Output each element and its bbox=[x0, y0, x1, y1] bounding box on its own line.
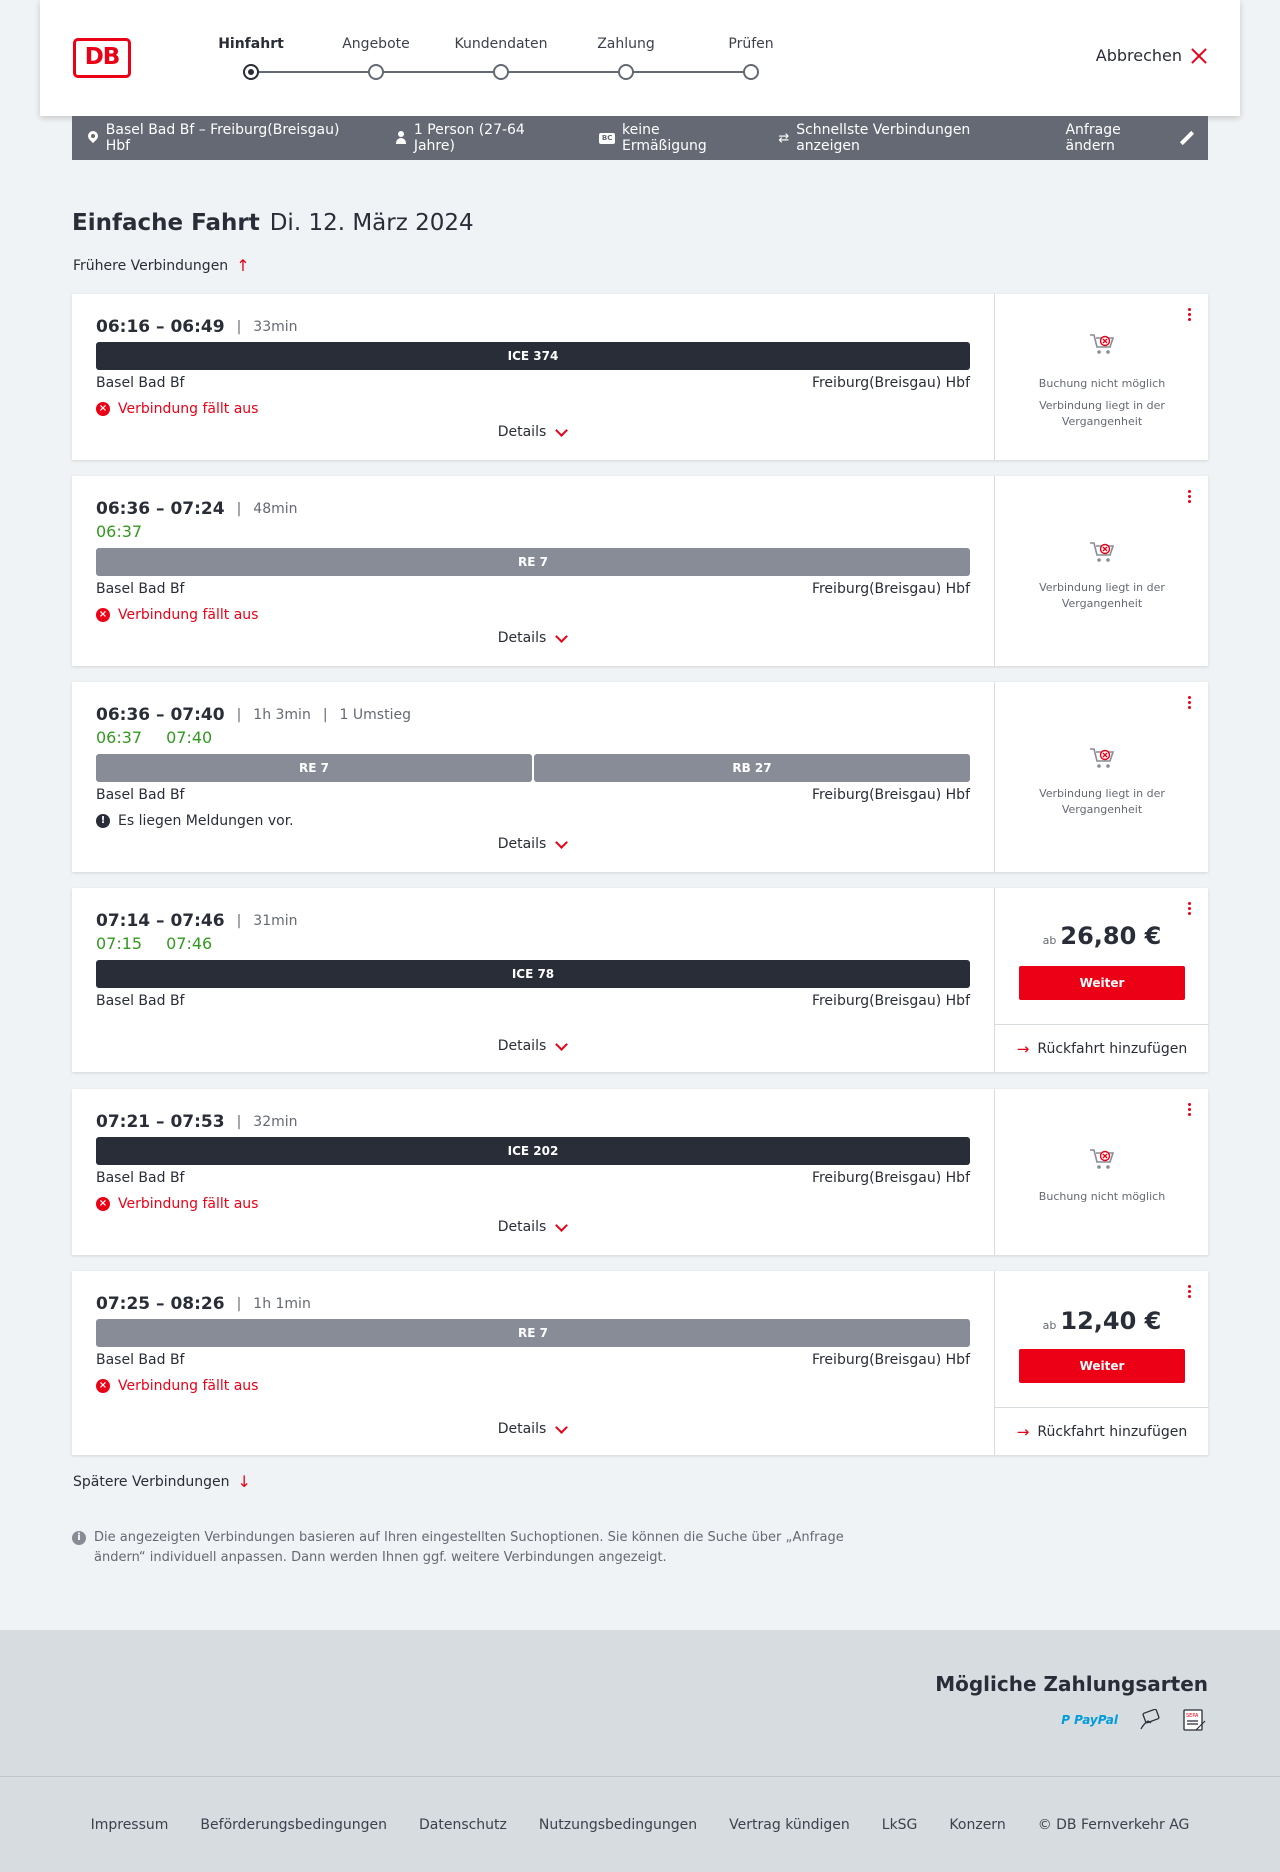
continue-button[interactable]: Weiter bbox=[1019, 1349, 1185, 1383]
stations bbox=[96, 993, 970, 1013]
price-value: 12,40 € bbox=[1060, 1307, 1162, 1335]
details-toggle[interactable] bbox=[72, 1038, 994, 1054]
more-dots-icon[interactable] bbox=[1188, 1285, 1192, 1301]
train-segment[interactable]: ICE 202 bbox=[96, 1137, 970, 1165]
fail-icon: × bbox=[96, 608, 110, 622]
db-logo[interactable]: DB bbox=[73, 38, 131, 78]
details-toggle[interactable] bbox=[72, 1219, 994, 1235]
arrival-station: Freiburg(Breisgau) Hbf bbox=[811, 375, 970, 391]
more-dots-icon[interactable] bbox=[1188, 308, 1192, 324]
stations bbox=[96, 1170, 970, 1190]
info-text: Die angezeigten Verbindungen basieren auf Ihren eingestellten Suchoptionen. Sie können die Suche über „Anfrage ändern“ individuell anpassen. Dann werden Ihnen ggf. weitere Verbindungen angezeigt. bbox=[94, 1530, 844, 1565]
info-icon: i bbox=[72, 1531, 86, 1545]
search-info-note bbox=[72, 1528, 852, 1568]
header bbox=[40, 0, 1240, 116]
realtime-departure: 06:37 bbox=[96, 522, 143, 541]
add-return-button[interactable] bbox=[995, 1024, 1209, 1072]
warning-icon: ! bbox=[96, 814, 110, 828]
departure-station: Basel Bad Bf bbox=[96, 1170, 185, 1186]
close-icon bbox=[1190, 47, 1208, 65]
train-bar bbox=[96, 960, 970, 988]
footer-link-nutzungsbedingungen[interactable]: Nutzungsbedingungen bbox=[538, 1816, 698, 1833]
train-segment[interactable]: RE 7 bbox=[96, 754, 532, 782]
details-toggle[interactable] bbox=[72, 424, 994, 440]
more-dots-icon[interactable] bbox=[1188, 696, 1192, 712]
discount-text: keine Ermäßigung bbox=[621, 122, 707, 154]
booking-panel bbox=[994, 1089, 1208, 1255]
arrow-up-icon: ↑ bbox=[236, 256, 250, 275]
connection-times: 06:36 – 07:40 | 1h 3min | 1 Umstieg bbox=[96, 705, 411, 725]
step-angebote bbox=[316, 36, 436, 56]
details-label: Details bbox=[497, 1219, 547, 1235]
booking-panel bbox=[994, 294, 1208, 460]
arrow-right-icon: → bbox=[1016, 1422, 1030, 1441]
cart-blocked-icon bbox=[1088, 1147, 1116, 1171]
train-bar bbox=[96, 342, 970, 370]
details-label: Details bbox=[497, 1421, 547, 1437]
step-label: Zahlung bbox=[597, 36, 655, 52]
realtime-times bbox=[96, 728, 970, 750]
details-label: Details bbox=[497, 1038, 547, 1054]
train-bar bbox=[96, 754, 970, 782]
arrow-right-icon: → bbox=[1016, 1039, 1030, 1058]
page-title bbox=[72, 210, 474, 236]
progress-steps bbox=[200, 36, 800, 86]
earlier-connections-link[interactable] bbox=[73, 258, 250, 274]
arrival-station: Freiburg(Breisgau) Hbf bbox=[811, 1352, 970, 1368]
departure-station: Basel Bad Bf bbox=[96, 787, 185, 803]
later-connections-link[interactable] bbox=[73, 1474, 251, 1490]
status-text: Verbindung fällt aus bbox=[118, 607, 259, 623]
stations bbox=[96, 787, 970, 807]
arrival-station: Freiburg(Breisgau) Hbf bbox=[811, 1170, 970, 1186]
status-text: Verbindung fällt aus bbox=[118, 401, 259, 417]
train-segment[interactable]: RE 7 bbox=[96, 548, 970, 576]
passenger-text: 1 Person (27-64 Jahre) bbox=[413, 122, 525, 154]
bc-icon: BC bbox=[599, 133, 615, 144]
train-segment[interactable]: ICE 374 bbox=[96, 342, 970, 370]
price-prefix: ab bbox=[1042, 934, 1057, 947]
realtime-arrival: 07:40 bbox=[166, 728, 213, 747]
stations bbox=[96, 581, 970, 601]
step-label: Hinfahrt bbox=[218, 36, 284, 52]
train-segment[interactable]: ICE 78 bbox=[96, 960, 970, 988]
footer-link-lksg[interactable]: LkSG bbox=[881, 1816, 918, 1833]
add-return-label: Rückfahrt hinzufügen bbox=[1037, 1040, 1188, 1057]
price-value: 26,80 € bbox=[1060, 922, 1162, 950]
realtime-arrival: 07:46 bbox=[166, 934, 213, 953]
time-range: 06:16 – 06:49 bbox=[96, 317, 225, 337]
edit-query-button[interactable] bbox=[1065, 122, 1194, 154]
payment-methods-section bbox=[0, 1630, 1280, 1776]
step-dot bbox=[368, 64, 384, 80]
pencil-icon bbox=[1180, 131, 1194, 145]
connection-times: 07:21 – 07:53 | 32min bbox=[96, 1112, 298, 1132]
duration: 32min bbox=[253, 1114, 298, 1130]
step-pruefen bbox=[691, 36, 811, 56]
arrival-station: Freiburg(Breisgau) Hbf bbox=[811, 993, 970, 1009]
trip-type: Einfache Fahrt bbox=[72, 210, 260, 236]
duration: 33min bbox=[253, 319, 298, 335]
fail-icon: × bbox=[96, 1197, 110, 1211]
details-label: Details bbox=[497, 424, 547, 440]
step-dot bbox=[743, 64, 759, 80]
details-toggle[interactable] bbox=[72, 836, 994, 852]
connection-card[interactable] bbox=[72, 1271, 1208, 1455]
booking-panel bbox=[994, 476, 1208, 666]
svg-text:SEPA: SEPA bbox=[1186, 1713, 1199, 1719]
train-bar bbox=[96, 1319, 970, 1347]
time-range: 06:36 – 07:24 bbox=[96, 499, 225, 519]
status-text: Verbindung fällt aus bbox=[118, 1378, 259, 1394]
price-prefix: ab bbox=[1042, 1319, 1057, 1332]
footer-link-impressum[interactable]: Impressum bbox=[90, 1816, 169, 1833]
past-text: Verbindung liegt in der Vergangenheit bbox=[1039, 787, 1165, 816]
cancel-status bbox=[96, 1375, 970, 1397]
route-text: Basel Bad Bf – Freiburg(Breisgau) Hbf bbox=[105, 122, 340, 154]
train-bar bbox=[96, 548, 970, 576]
train-segment[interactable]: RE 7 bbox=[96, 1319, 970, 1347]
more-dots-icon[interactable] bbox=[1188, 1103, 1192, 1119]
add-return-button[interactable] bbox=[995, 1407, 1209, 1455]
departure-station: Basel Bad Bf bbox=[96, 1352, 185, 1368]
connection-card[interactable] bbox=[72, 476, 1208, 666]
connection-card[interactable] bbox=[72, 1089, 1208, 1255]
price bbox=[995, 1307, 1209, 1335]
connection-times: 06:36 – 07:24 | 48min bbox=[96, 499, 298, 519]
notice-status bbox=[96, 810, 970, 832]
chevron-down-icon bbox=[554, 1424, 568, 1434]
earlier-label: Frühere Verbindungen bbox=[73, 258, 229, 274]
realtime-times bbox=[96, 934, 970, 956]
connection-card[interactable] bbox=[72, 682, 1208, 872]
fail-icon: × bbox=[96, 402, 110, 416]
connection-times: 06:16 – 06:49 | 33min bbox=[96, 317, 298, 337]
connection-times: 07:25 – 08:26 | 1h 1min bbox=[96, 1294, 311, 1314]
time-range: 06:36 – 07:40 bbox=[96, 705, 225, 725]
payment-title: Mögliche Zahlungsarten bbox=[935, 1672, 1208, 1696]
cart-blocked-icon bbox=[1088, 332, 1116, 356]
step-kundendaten bbox=[441, 36, 561, 56]
step-zahlung bbox=[566, 36, 686, 56]
chevron-down-icon bbox=[554, 633, 568, 643]
booking-panel bbox=[994, 1271, 1208, 1455]
train-segment[interactable]: RB 27 bbox=[534, 754, 970, 782]
fastest-summary bbox=[778, 122, 1033, 154]
search-summary-bar bbox=[72, 116, 1208, 160]
time-range: 07:25 – 08:26 bbox=[96, 1294, 225, 1314]
status-text: Verbindung fällt aus bbox=[118, 1196, 259, 1212]
payment-icons bbox=[1061, 1708, 1208, 1732]
realtime-times bbox=[96, 522, 970, 544]
cancel-status bbox=[96, 398, 970, 420]
person-icon bbox=[395, 131, 407, 145]
footer-link-befoerderungsbedingungen[interactable]: Beförderungsbedingungen bbox=[200, 1816, 387, 1833]
booking-panel bbox=[994, 682, 1208, 872]
cart-blocked-icon bbox=[1088, 746, 1116, 770]
footer-link-datenschutz[interactable]: Datenschutz bbox=[418, 1816, 507, 1833]
continue-button[interactable]: Weiter bbox=[1019, 966, 1185, 1000]
passenger-summary bbox=[395, 122, 567, 154]
departure-station: Basel Bad Bf bbox=[96, 375, 185, 391]
footer-link-vertrag-kuendigen[interactable]: Vertrag kündigen bbox=[729, 1816, 850, 1833]
connection-times: 07:14 – 07:46 | 31min bbox=[96, 911, 298, 931]
footer-link-konzern[interactable]: Konzern bbox=[949, 1816, 1006, 1833]
time-range: 07:21 – 07:53 bbox=[96, 1112, 225, 1132]
departure-station: Basel Bad Bf bbox=[96, 993, 185, 1009]
card-pay-icon bbox=[1138, 1709, 1162, 1731]
train-bar bbox=[96, 1137, 970, 1165]
step-label: Angebote bbox=[342, 36, 410, 52]
chevron-down-icon bbox=[554, 839, 568, 849]
arrival-station: Freiburg(Breisgau) Hbf bbox=[811, 787, 970, 803]
duration: 31min bbox=[253, 913, 298, 929]
more-dots-icon[interactable] bbox=[1188, 490, 1192, 506]
no-booking-text: Buchung nicht möglich bbox=[1038, 1190, 1166, 1203]
travel-date: Di. 12. März 2024 bbox=[269, 210, 474, 236]
chevron-down-icon bbox=[554, 1222, 568, 1232]
edit-query-label: Anfrage ändern bbox=[1065, 122, 1121, 154]
transfers: 1 Umstieg bbox=[339, 707, 411, 723]
duration: 1h 1min bbox=[253, 1296, 311, 1312]
step-dot bbox=[493, 64, 509, 80]
status-text: Es liegen Meldungen vor. bbox=[118, 813, 294, 829]
price bbox=[995, 922, 1209, 950]
details-toggle[interactable] bbox=[72, 630, 994, 646]
booking-panel bbox=[994, 888, 1208, 1072]
details-toggle[interactable] bbox=[72, 1421, 994, 1437]
duration: 48min bbox=[253, 501, 298, 517]
realtime-departure: 07:15 bbox=[96, 934, 143, 953]
cart-blocked-icon bbox=[1088, 540, 1116, 564]
arrival-station: Freiburg(Breisgau) Hbf bbox=[811, 581, 970, 597]
stations bbox=[96, 375, 970, 395]
cancel-status bbox=[96, 604, 970, 626]
footer bbox=[0, 1776, 1280, 1872]
step-dot bbox=[618, 64, 634, 80]
paypal-icon: P PayPal bbox=[1061, 1713, 1118, 1727]
fail-icon: × bbox=[96, 1379, 110, 1393]
route-summary bbox=[87, 122, 363, 154]
discount-summary bbox=[599, 122, 746, 154]
step-dot bbox=[243, 64, 259, 80]
chevron-down-icon bbox=[554, 1041, 568, 1051]
details-label: Details bbox=[497, 630, 547, 646]
departure-station: Basel Bad Bf bbox=[96, 581, 185, 597]
swap-icon: ⇄ bbox=[778, 130, 790, 146]
cancel-status bbox=[96, 1193, 970, 1215]
duration: 1h 3min bbox=[253, 707, 311, 723]
more-dots-icon[interactable] bbox=[1188, 902, 1192, 918]
step-label: Prüfen bbox=[728, 36, 774, 52]
pin-icon bbox=[87, 131, 99, 145]
step-label: Kundendaten bbox=[454, 36, 548, 52]
past-text: Verbindung liegt in der Vergangenheit bbox=[1039, 581, 1165, 610]
arrow-down-icon: ↓ bbox=[237, 1472, 251, 1491]
connection-card[interactable] bbox=[72, 888, 1208, 1072]
sepa-icon bbox=[1182, 1708, 1208, 1732]
stations bbox=[96, 1352, 970, 1372]
details-label: Details bbox=[497, 836, 547, 852]
past-text: Verbindung liegt in der Vergangenheit bbox=[1039, 399, 1165, 428]
connection-card[interactable] bbox=[72, 294, 1208, 460]
cancel-label: Abbrechen bbox=[1095, 46, 1182, 65]
later-label: Spätere Verbindungen bbox=[73, 1474, 230, 1490]
step-hinfahrt bbox=[191, 36, 311, 56]
copyright: © DB Fernverkehr AG bbox=[1037, 1816, 1190, 1833]
no-booking-text: Buchung nicht möglich bbox=[1038, 377, 1166, 390]
time-range: 07:14 – 07:46 bbox=[96, 911, 225, 931]
chevron-down-icon bbox=[554, 427, 568, 437]
cancel-button[interactable] bbox=[1096, 46, 1208, 65]
realtime-departure: 06:37 bbox=[96, 728, 143, 747]
add-return-label: Rückfahrt hinzufügen bbox=[1037, 1423, 1188, 1440]
fastest-text: Schnellste Verbindungen anzeigen bbox=[796, 122, 971, 154]
